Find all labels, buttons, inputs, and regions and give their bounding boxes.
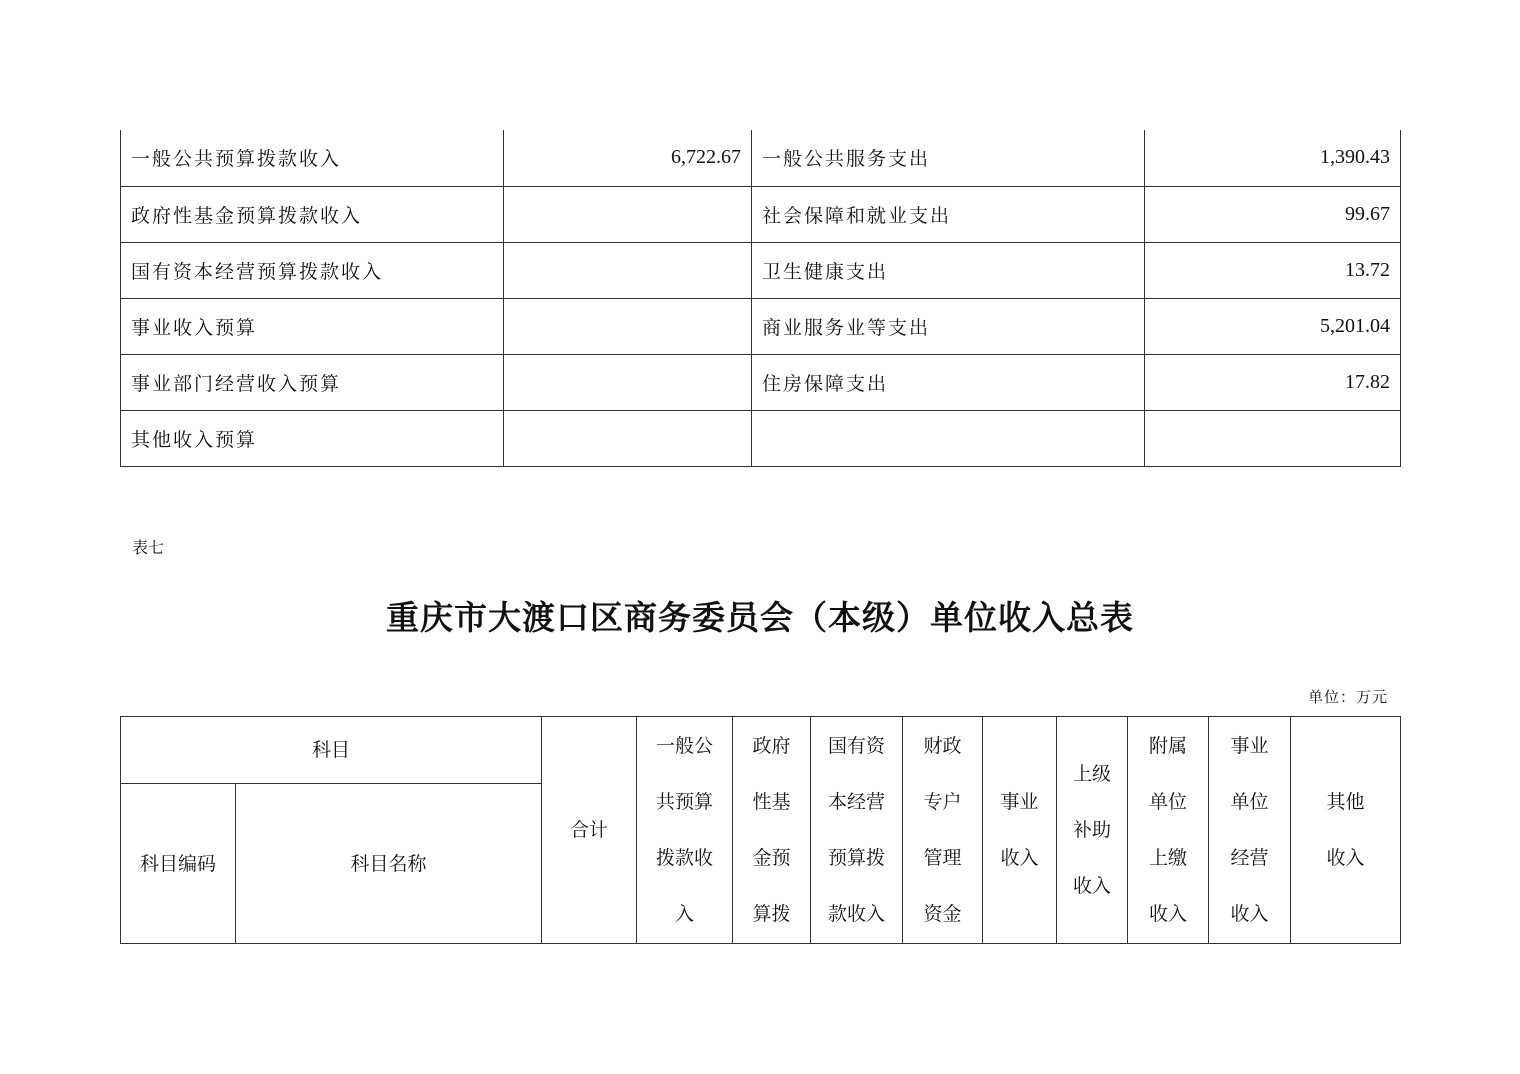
header-line: 收入	[1230, 903, 1269, 925]
income-amount	[504, 242, 752, 298]
header-line: 共预算	[656, 791, 714, 813]
header-line: 经营	[1230, 847, 1269, 869]
table-row	[121, 410, 1401, 466]
budget-summary-table	[120, 130, 1401, 467]
col-header-7	[1209, 717, 1291, 944]
header-line: 拨款收	[656, 847, 714, 869]
header-line: 单位	[1230, 791, 1269, 813]
header-line: 本经营	[828, 791, 886, 813]
income-amount	[504, 298, 752, 354]
expense-item: 社会保障和就业支出	[752, 186, 1145, 242]
income-amount	[504, 410, 752, 466]
table-row	[121, 298, 1401, 354]
header-line: 政府	[752, 735, 791, 757]
header-line: 款收入	[828, 903, 886, 925]
expense-amount: 1,390.43	[1145, 130, 1401, 186]
header-line: 收入	[1326, 847, 1365, 869]
subject-header: 科目	[121, 717, 542, 784]
income-item: 国有资本经营预算拨款收入	[121, 242, 504, 298]
header-line: 补助	[1073, 819, 1112, 841]
header-line: 国有资	[828, 735, 886, 757]
header-line: 财政	[923, 735, 962, 757]
header-line: 一般公	[656, 735, 714, 757]
expense-amount: 13.72	[1145, 242, 1401, 298]
expense-item: 住房保障支出	[752, 354, 1145, 410]
expense-item: 一般公共服务支出	[752, 130, 1145, 186]
subject-code-header: 科目编码	[121, 784, 236, 944]
header-line: 其他	[1326, 791, 1365, 813]
income-item: 一般公共预算拨款收入	[121, 130, 504, 186]
col-header-2	[811, 717, 903, 944]
income-summary-table	[120, 716, 1401, 944]
expense-amount: 5,201.04	[1145, 298, 1401, 354]
header-line: 上缴	[1149, 847, 1188, 869]
expense-amount: 99.67	[1145, 186, 1401, 242]
income-amount	[504, 186, 752, 242]
table-row	[121, 186, 1401, 242]
col-header-0	[637, 717, 733, 944]
header-line: 专户	[923, 791, 962, 813]
header-line: 预算拨	[828, 847, 886, 869]
header-line: 事业	[1230, 735, 1269, 757]
header-line: 上级	[1073, 763, 1112, 785]
income-amount: 6,722.67	[504, 130, 752, 186]
expense-item	[752, 410, 1145, 466]
header-line: 算拨	[752, 903, 791, 925]
page-title: 重庆市大渡口区商务委员会（本级）单位收入总表	[386, 598, 1134, 637]
expense-item: 卫生健康支出	[752, 242, 1145, 298]
header-line: 管理	[923, 847, 962, 869]
header-line: 附属	[1149, 735, 1188, 757]
income-item: 其他收入预算	[121, 410, 504, 466]
header-line: 资金	[923, 903, 962, 925]
income-item: 政府性基金预算拨款收入	[121, 186, 504, 242]
col-header-1	[733, 717, 811, 944]
table-row	[121, 354, 1401, 410]
header-line: 入	[675, 903, 695, 925]
income-item: 事业收入预算	[121, 298, 504, 354]
col-header-5	[1057, 717, 1128, 944]
income-amount	[504, 354, 752, 410]
expense-amount	[1145, 410, 1401, 466]
header-line: 事业	[1000, 791, 1039, 813]
expense-amount: 17.82	[1145, 354, 1401, 410]
header-line: 金预	[752, 847, 791, 869]
unit-label: 单位：万元	[1307, 688, 1388, 706]
header-line: 收入	[1000, 847, 1039, 869]
header-line: 收入	[1149, 903, 1188, 925]
table-row	[121, 242, 1401, 298]
col-header-4	[983, 717, 1057, 944]
table-number: 表七	[132, 538, 165, 557]
header-line: 性基	[752, 791, 791, 813]
header-line: 收入	[1073, 875, 1112, 897]
col-header-3	[903, 717, 983, 944]
total-header: 合计	[542, 717, 637, 944]
income-item: 事业部门经营收入预算	[121, 354, 504, 410]
header-line: 单位	[1149, 791, 1188, 813]
expense-item: 商业服务业等支出	[752, 298, 1145, 354]
subject-name-header: 科目名称	[236, 784, 542, 944]
col-header-8	[1291, 717, 1401, 944]
col-header-6	[1128, 717, 1209, 944]
table-row	[121, 130, 1401, 186]
